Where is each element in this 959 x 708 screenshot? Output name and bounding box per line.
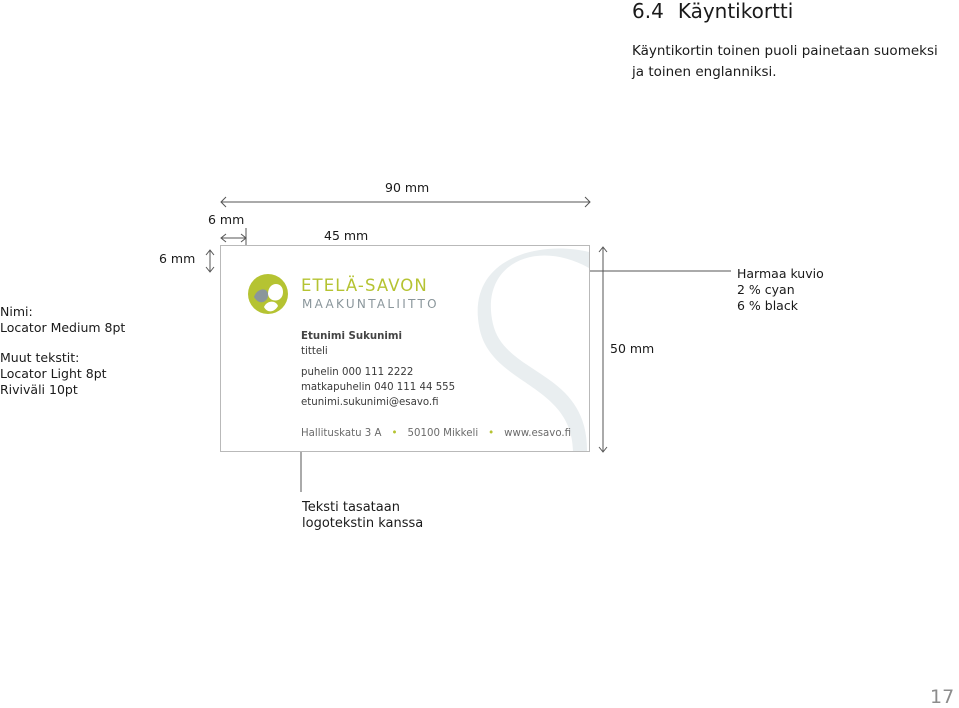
name-font: Locator Medium 8pt [0, 320, 126, 335]
card-email: etunimi.sukunimi@esavo.fi [301, 397, 439, 408]
other-font: Locator Light 8pt [0, 366, 107, 381]
intro-line-1: Käyntikortin toinen puoli painetaan suomeksi [632, 43, 938, 59]
name-label: Nimi: [0, 304, 33, 319]
card-city: 50100 Mikkeli [407, 428, 479, 439]
brand-name-line-1: ETELÄ-SAVON [301, 276, 428, 295]
card-name-block [301, 329, 402, 359]
card-person-title: titteli [301, 346, 328, 357]
card-mobile: matkapuhelin 040 111 44 555 [301, 382, 456, 393]
card-contact-block [301, 365, 455, 410]
line-spacing: Riviväli 10pt [0, 382, 78, 397]
card-phone: puhelin 000 111 2222 [301, 367, 414, 378]
card-website: www.esavo.fi [504, 428, 572, 439]
font-notes [0, 304, 125, 398]
width-label: 90 mm [385, 180, 430, 195]
alignment-note [302, 500, 423, 532]
other-label: Muut tekstit: [0, 350, 80, 365]
page-number: 17 [930, 686, 955, 708]
separator-dot: • [391, 428, 398, 439]
alignment-note-line-2: logotekstin kanssa [302, 516, 424, 531]
pattern-note-line-3: 6 % black [737, 298, 798, 313]
card-address-line [301, 426, 571, 441]
section-number: 6.4 [632, 0, 664, 23]
vertical-margin-label: 6 mm [159, 251, 196, 266]
horizontal-margin-label: 6 mm [208, 212, 245, 227]
separator-dot: • [488, 428, 495, 439]
business-card [220, 245, 590, 452]
height-label: 50 mm [610, 341, 655, 356]
pattern-note-line-1: Harmaa kuvio [737, 266, 824, 281]
half-width-label: 45 mm [324, 228, 369, 243]
logo-emblem-icon [247, 273, 289, 315]
brand-name-line-2: MAAKUNTALIITTO [302, 297, 439, 311]
intro-line-2: ja toinen englanniksi. [632, 64, 777, 80]
alignment-note-line-1: Teksti tasataan [302, 500, 400, 515]
card-street: Hallituskatu 3 A [301, 428, 382, 439]
section-title: Käyntikortti [677, 0, 794, 23]
pattern-note-line-2: 2 % cyan [737, 282, 795, 297]
pattern-note [737, 266, 824, 314]
card-person-name: Etunimi Sukunimi [301, 331, 402, 342]
